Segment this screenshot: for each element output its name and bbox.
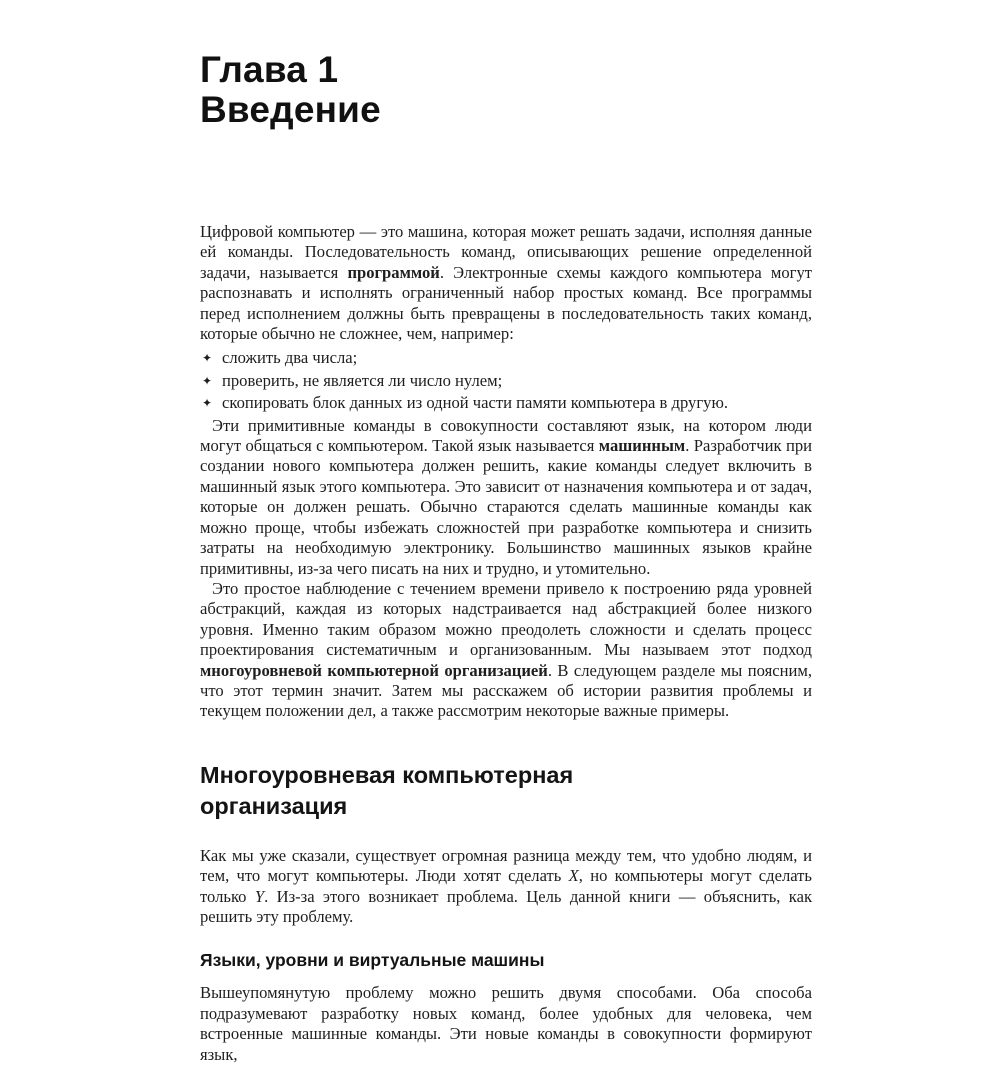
text-run: Эти примитивные команды в совокупности составляют язык, на котором люди могут общаться с компьютером. Такой язык называется xyxy=(200,415,812,456)
star-bullet-icon: ✦ xyxy=(202,373,213,388)
subsection-heading: Языки, уровни и виртуальные машины xyxy=(200,950,545,971)
text-run: Цифровой компьютер — это машина, которая может решать задачи, исполняя данные ей команды. Последовательность команд, описывающих решение определенной задачи, называется xyxy=(200,222,812,282)
text-run: Как мы уже сказали, существует огромная разница между тем, что удобно людям, и тем, что могут компьютеры. Люди хотят сделать xyxy=(200,845,812,886)
list-item-text: скопировать блок данных из одной части памяти компьютера в другую. xyxy=(222,393,729,413)
intro-paragraph-2 xyxy=(200,416,812,579)
star-bullet-icon: ✦ xyxy=(202,396,213,411)
chapter-heading xyxy=(200,50,812,130)
text-run: , но компьютеры могут сделать только xyxy=(200,866,813,906)
list-item xyxy=(200,393,812,413)
list-item-text: сложить два числа; xyxy=(222,348,358,368)
star-bullet-icon: ✦ xyxy=(202,351,213,366)
variable-x: X xyxy=(568,866,579,886)
subsection-paragraph-1: Вышеупомянутую проблему можно решить двумя способами. Оба способа подразумевают разработку новых команд, более удобных для человека, чем встроенные машинные команды. Эти новые команды в совокупности формируют язык, xyxy=(200,983,812,1064)
term-program: программой xyxy=(347,262,440,282)
section-heading-line: Многоуровневая компьютерная xyxy=(200,761,574,788)
list-item xyxy=(200,348,812,368)
intro-paragraph-1 xyxy=(200,222,812,344)
intro-paragraph-3 xyxy=(200,579,812,722)
text-run: Это простое наблюдение с течением времени привело к построению ряда уровней абстракций, каждая из которых надстраивается над абстракцией более низкого уровня. Именно таким образом можно преодолеть сложности и сделать процесс проектирования систематичным и организованным. Мы называем этот подход xyxy=(200,578,812,660)
text-run: . Из-за этого возникает проблема. Цель данной книги — объяснить, как решить эту проблему. xyxy=(200,886,813,926)
list-item-text: проверить, не является ли число нулем; xyxy=(222,370,503,390)
term-machine-language: машинным xyxy=(598,436,686,456)
text-run: . В следующем разделе мы поясним, что этот термин значит. Затем мы расскажем об истории развития проблемы и текущем положении дел, а также рассмотрим некоторые важные примеры. xyxy=(200,660,812,721)
section-paragraph-1 xyxy=(200,846,812,928)
chapter-number: Глава 1 xyxy=(200,49,339,90)
text-run: . Электронные схемы каждого компьютера могут распознавать и исполнять ограниченный набор простых команд. Все программы перед исполнением должны быть превращены в последовательность таких команд, которые обычно не сложнее, чем, например: xyxy=(200,262,813,344)
book-page xyxy=(200,49,813,1064)
text-run: . Разработчик при создании нового компьютера должен решить, какие команды следует включить в машинный язык этого компьютера. Это зависит от назначения компьютера и от задач, которые он должен решать. Обычно стараются сделать машинные команды как можно проще, чтобы избежать сложностей при разработке компьютера и снизить затраты на необходимую электронику. Большинство машинных языков крайне примитивны, из-за чего писать на них и трудно, и утомительно. xyxy=(200,436,813,578)
term-multilevel-organization: многоуровневой компьютерной организацией xyxy=(200,660,548,680)
section-heading-line: организация xyxy=(200,792,348,819)
variable-y: Y xyxy=(254,886,265,906)
chapter-title: Введение xyxy=(200,89,381,130)
command-examples-list xyxy=(200,348,812,413)
section-heading xyxy=(200,760,812,822)
list-item xyxy=(200,371,812,391)
